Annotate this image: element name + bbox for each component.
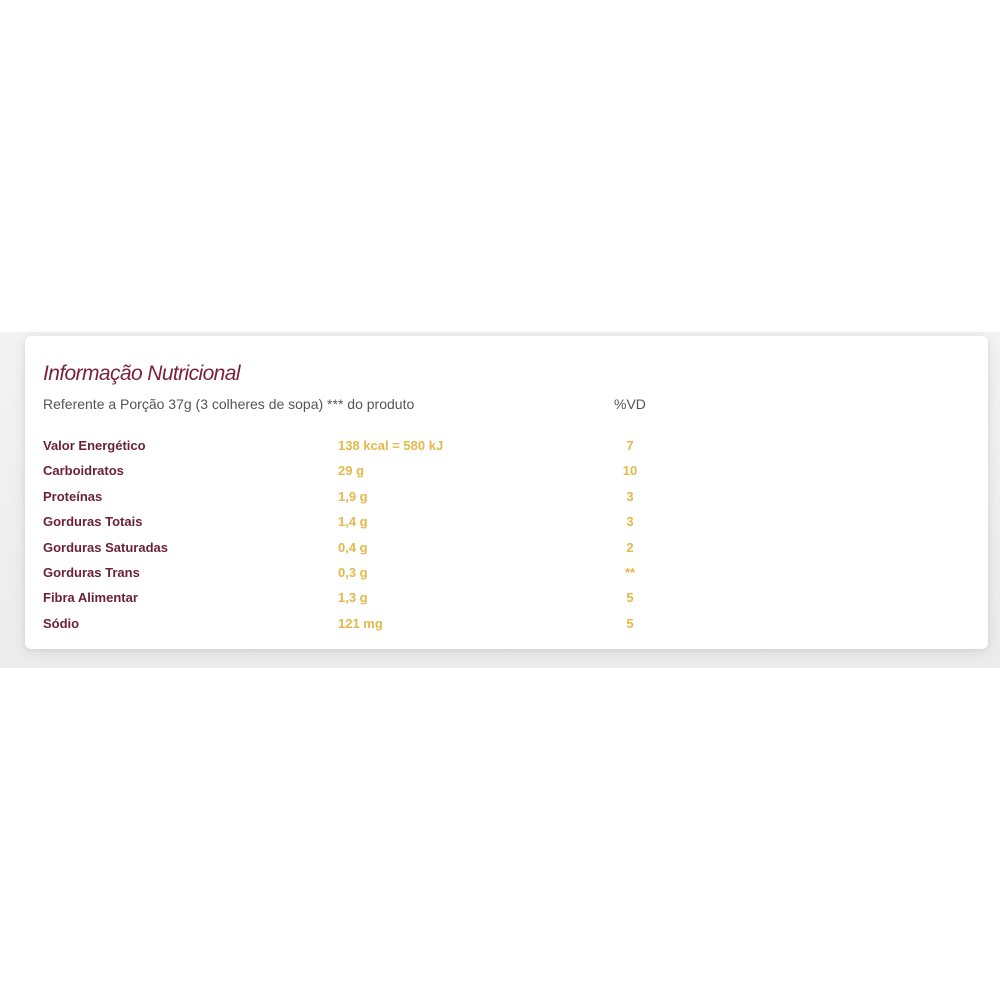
nutrient-name: Proteínas [43, 488, 103, 504]
nutrient-amount: 138 kcal = 580 kJ [338, 438, 444, 453]
nutrient-daily-value: 2 [626, 539, 634, 555]
nutrient-name: Gorduras Trans [43, 564, 140, 580]
nutrient-name: Gorduras Totais [43, 514, 143, 530]
nutrient-name: Carboidratos [43, 463, 124, 479]
serving-size-text: Referente a Porção 37g (3 colheres de sopa) *** do produto [43, 396, 415, 412]
nutrient-daily-value: 3 [626, 488, 634, 504]
nutrient-name: Gorduras Saturadas [43, 539, 168, 555]
nutrient-row [25, 612, 988, 637]
nutrient-daily-value: 5 [626, 615, 634, 631]
nutrient-amount: 0,4 g [338, 539, 368, 555]
nutrition-facts-card [25, 336, 988, 649]
nutrient-name: Fibra Alimentar [43, 590, 138, 606]
nutrient-amount: 1,9 g [338, 488, 368, 504]
nutrient-daily-value: 7 [626, 438, 634, 453]
nutrition-title: Informação Nutricional [43, 362, 240, 385]
daily-value-header: %VD [614, 396, 646, 412]
nutrient-row [25, 536, 988, 561]
nutrient-row [25, 434, 988, 459]
nutrient-daily-value: 10 [622, 463, 638, 479]
nutrient-amount: 1,4 g [338, 514, 368, 530]
nutrient-row [25, 485, 988, 510]
nutrient-amount: 121 mg [338, 615, 383, 631]
nutrient-row [25, 561, 988, 586]
nutrient-name: Sódio [43, 615, 80, 631]
nutrition-table [25, 434, 988, 637]
nutrient-amount: 29 g [338, 463, 365, 479]
nutrient-row [25, 510, 988, 535]
nutrient-daily-value: 3 [626, 514, 634, 530]
nutrient-daily-value: 5 [626, 590, 634, 606]
nutrient-daily-value: ** [624, 564, 636, 580]
nutrient-row [25, 586, 988, 611]
nutrient-amount: 0,3 g [338, 564, 368, 580]
nutrient-name: Valor Energético [43, 438, 146, 453]
nutrient-amount: 1,3 g [338, 590, 368, 606]
nutrient-row [25, 459, 988, 484]
